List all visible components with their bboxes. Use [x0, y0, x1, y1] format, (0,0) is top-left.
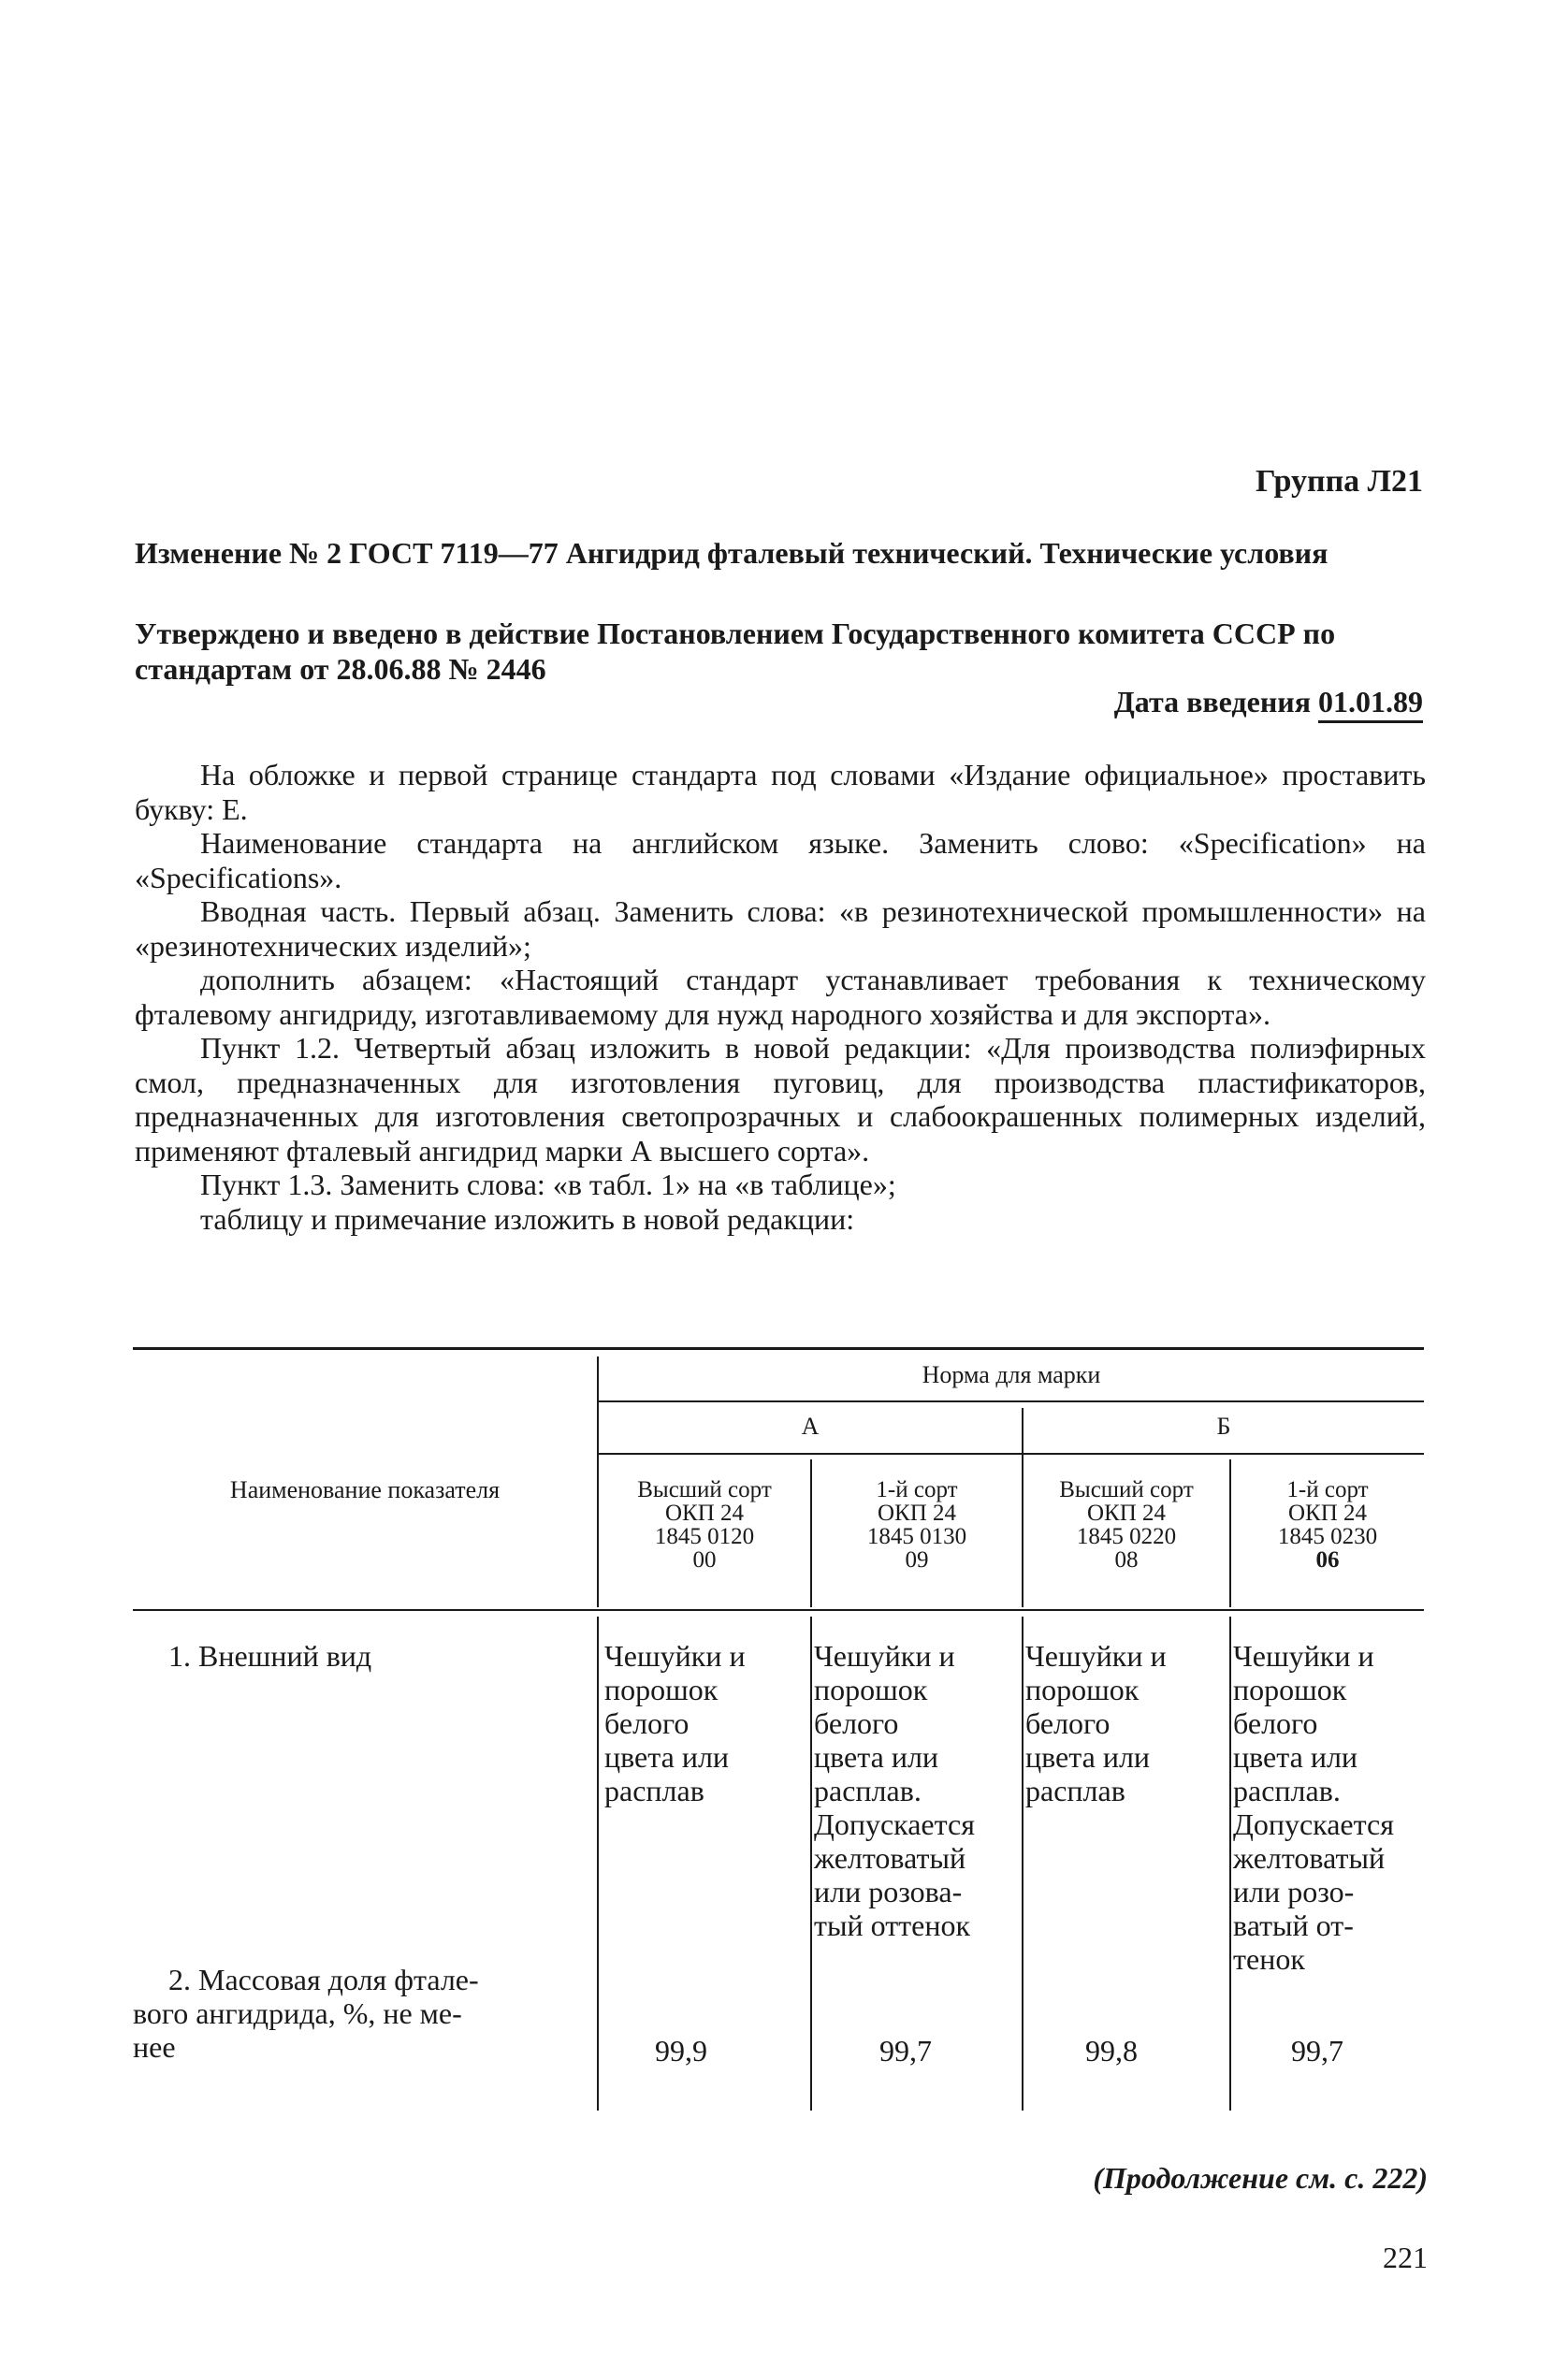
- value-line: Чешуйки и: [814, 1639, 955, 1673]
- value-line: белого: [1233, 1706, 1318, 1740]
- grade-header: [1231, 1478, 1424, 1572]
- paragraph: таблицу и примечание изложить в новой редакции:: [200, 1201, 855, 1236]
- table-rule-marks: [599, 1400, 1424, 1402]
- table-cell-value: 99,7: [879, 2034, 932, 2068]
- grade-code-suffix: 08: [1114, 1547, 1139, 1573]
- table-vline: [810, 1617, 812, 2111]
- value-line: Чешуйки и: [1025, 1639, 1167, 1673]
- grade-code: 1845 0220: [1076, 1524, 1177, 1549]
- paragraph: дополнить абзацем: «Настоящий стандарт устанавливает требования к техническому фталевому ангидриду, изготавливаемому для нужд народного хозяйства и для экспорта».: [135, 963, 1426, 1031]
- value-line: или розова-: [814, 1875, 963, 1908]
- value-line: желтоватый: [814, 1841, 966, 1875]
- indicator-line: нее: [133, 2030, 176, 2064]
- indicator-line: 2. Массовая доля фтале-: [168, 1963, 479, 1996]
- table-vline: [597, 1357, 599, 1607]
- norm-header: Норма для марки: [922, 1361, 1101, 1388]
- approval-line: Утверждено и введено в действие Постановлением Государственного комитета СССР по стандартам от 28.06.88 № 2446: [135, 617, 1336, 686]
- value-line: цвета или: [604, 1740, 730, 1774]
- group-label: Группа Л21: [1256, 464, 1423, 499]
- grade-header: [1024, 1478, 1229, 1572]
- mark-a-header: А: [801, 1413, 820, 1440]
- amendment-text: [135, 758, 1426, 1236]
- value-line: белого: [604, 1706, 690, 1740]
- table-vline: [1022, 1617, 1024, 2111]
- table-cell-value: [814, 1639, 1022, 1942]
- value-line: Допускается: [1233, 1807, 1394, 1841]
- table-cell-value: [1025, 1639, 1229, 1807]
- paragraph: На обложке и первой странице стандарта под словами «Издание официальное» проставить букву: Е.: [135, 758, 1426, 826]
- value-line: порошок: [1025, 1673, 1140, 1706]
- date-label: Дата введения: [1113, 685, 1311, 718]
- value-line: желтоватый: [1233, 1841, 1386, 1875]
- paragraph: Пункт 1.3. Заменить слова: «в табл. 1» на «в таблице»;: [200, 1168, 896, 1201]
- table-vline: [1229, 1459, 1231, 1607]
- grade-okp: ОКП 24: [1287, 1501, 1368, 1526]
- grade-code-suffix: 09: [905, 1547, 929, 1573]
- value-line: расплав.: [1233, 1774, 1341, 1807]
- grade-code: 1845 0230: [1277, 1524, 1378, 1549]
- paragraph: Пункт 1.2. Четвертый абзац изложить в новой редакции: «Для производства полиэфирных смол, предназначенных для изготовления пуговиц, для производства пластификаторов, предназначенных для изготовления светопрозрачных и слабоокрашенных полимерных изделий, применяют фталевый ангидрид марки А высшего сорта».: [135, 1031, 1426, 1168]
- value-line: Чешуйки и: [1233, 1639, 1374, 1673]
- value-line: расплав.: [814, 1774, 922, 1807]
- table-vline: [1022, 1408, 1024, 1607]
- mark-b-header: Б: [1216, 1413, 1231, 1440]
- grade-okp: ОКП 24: [664, 1501, 745, 1526]
- table-vline: [1229, 1617, 1231, 2111]
- table-rule-grades: [599, 1453, 1424, 1455]
- indicator-column-header: Наименование показателя: [229, 1476, 501, 1503]
- value-line: ватый от-: [1233, 1908, 1354, 1942]
- value-line: цвета или: [1025, 1740, 1151, 1774]
- table-vline: [597, 1617, 599, 2111]
- value-line: порошок: [604, 1673, 719, 1706]
- table-row-indicator: [133, 1963, 582, 2064]
- table-top-rule: [133, 1347, 1424, 1350]
- grade-sort: 1-й сорт: [876, 1477, 958, 1502]
- grade-code: 1845 0130: [866, 1524, 967, 1549]
- grade-sort: 1-й сорт: [1286, 1477, 1369, 1502]
- grade-okp: ОКП 24: [877, 1501, 957, 1526]
- value-line: расплав: [1025, 1774, 1125, 1807]
- table-header-bottom-rule: [133, 1609, 1424, 1611]
- grade-sort: Высший сорт: [1059, 1477, 1194, 1502]
- value-line: Допускается: [814, 1807, 975, 1841]
- paragraph: Наименование стандарта на английском языке. Заменить слово: «Specification» на «Specifications».: [135, 826, 1426, 894]
- value-line: Чешуйки и: [604, 1639, 746, 1673]
- table-cell-value: 99,9: [655, 2034, 707, 2068]
- value-line: белого: [814, 1706, 899, 1740]
- value-line: белого: [1025, 1706, 1111, 1740]
- grade-okp: ОКП 24: [1086, 1501, 1167, 1526]
- value-line: порошок: [814, 1673, 928, 1706]
- effective-date: [1114, 685, 1423, 719]
- continuation-note: (Продолжение см. с. 222): [1093, 2161, 1428, 2195]
- table-cell-value: 99,8: [1085, 2034, 1138, 2068]
- value-line: порошок: [1233, 1673, 1347, 1706]
- value-line: расплав: [604, 1774, 704, 1807]
- table-cell-value: [604, 1639, 810, 1807]
- grade-header: [812, 1478, 1022, 1572]
- table-cell-value: 99,7: [1291, 2034, 1343, 2068]
- page-number: 221: [1383, 2241, 1428, 2274]
- date-value: 01.01.89: [1318, 685, 1423, 723]
- paragraph: Вводная часть. Первый абзац. Заменить слова: «в резинотехнической промышленности» на «резинотехнических изделий»;: [135, 894, 1426, 963]
- grade-sort: Высший сорт: [637, 1477, 772, 1502]
- value-line: тый оттенок: [814, 1908, 971, 1942]
- value-line: цвета или: [814, 1740, 939, 1774]
- value-line: тенок: [1233, 1942, 1305, 1976]
- value-line: цвета или: [1233, 1740, 1358, 1774]
- value-line: или розо-: [1233, 1875, 1355, 1908]
- table-cell-value: [1233, 1639, 1424, 1976]
- document-title: Изменение № 2 ГОСТ 7119—77 Ангидрид фталевый технический. Технические условия: [135, 536, 1328, 570]
- indicator-line: вого ангидрида, %, не ме-: [133, 1996, 462, 2030]
- table-vline: [810, 1459, 812, 1607]
- grade-code-suffix: 00: [692, 1547, 717, 1573]
- grade-code-suffix: 06: [1315, 1547, 1340, 1573]
- table-row-indicator: 1. Внешний вид: [168, 1639, 372, 1673]
- grade-header: [599, 1478, 810, 1572]
- grade-code: 1845 0120: [654, 1524, 755, 1549]
